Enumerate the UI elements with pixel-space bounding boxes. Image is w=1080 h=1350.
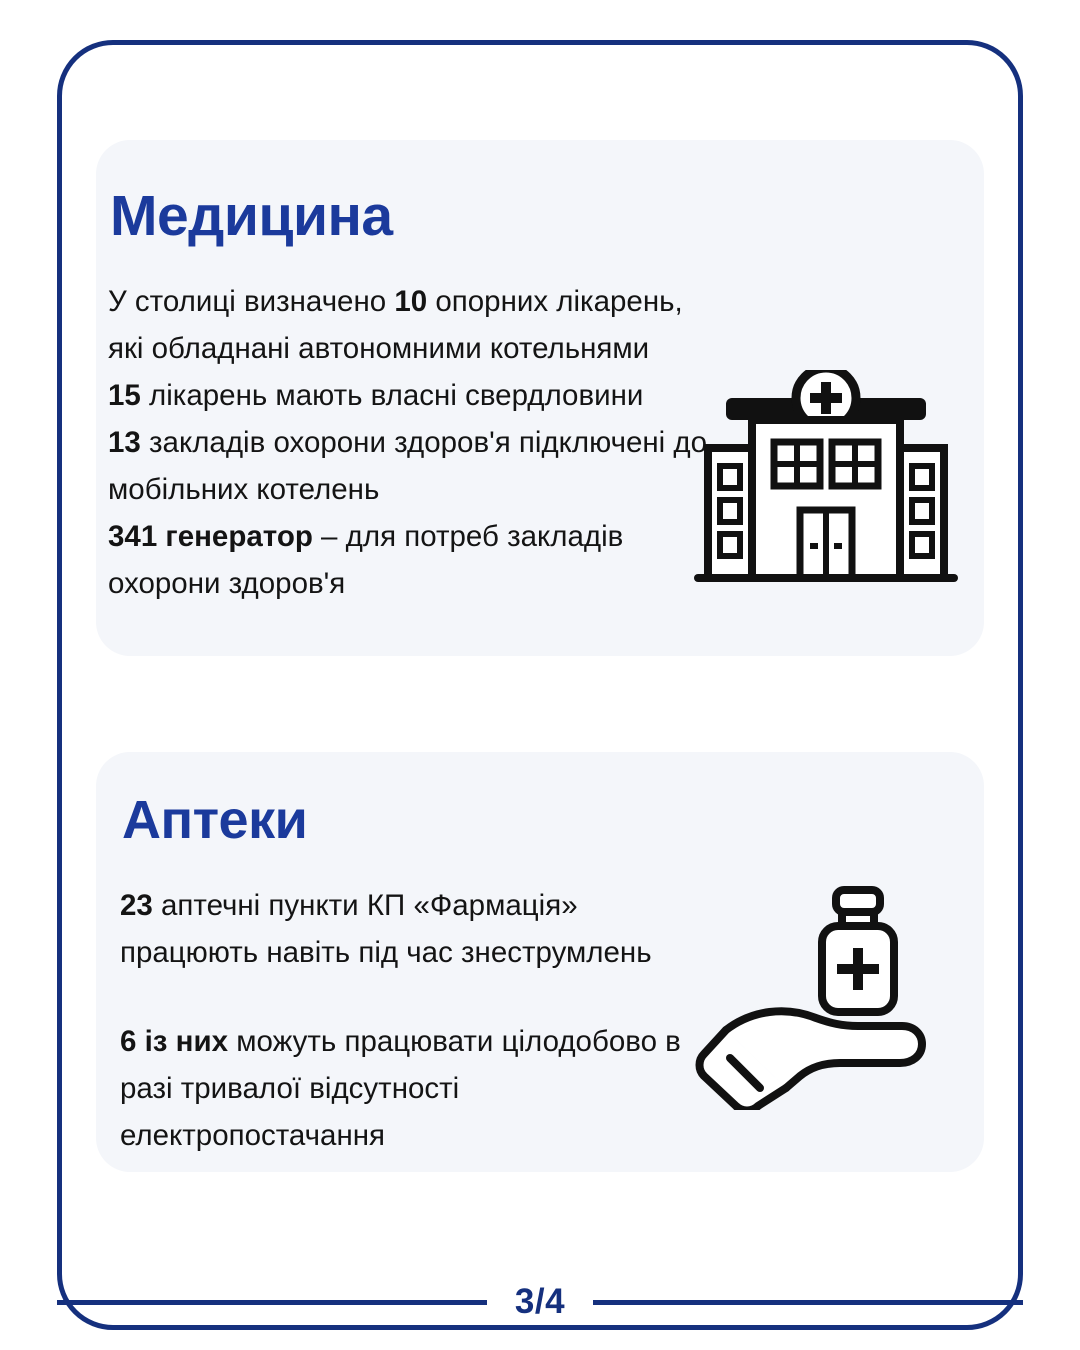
paragraph: У столиці визначено 10 опорних лікарень, які обладнані автономними котельнями 15 лікарень мають власні свердловини 13 закладів охорони здоров'я підключені до мобільних котелень 341 генератор – для потреб закладів охорони здоров'я: [108, 285, 708, 600]
section-body-pharmacies: [120, 882, 720, 1159]
footer-rule-right: [593, 1300, 1023, 1305]
paragraph: 23 аптечні пункти КП «Фармація» працюють навіть під час знеструмлень: [120, 889, 652, 969]
page-indicator: 3/4: [514, 1282, 566, 1321]
footer-rule-left: [57, 1300, 487, 1305]
hospital-icon: [690, 370, 962, 620]
section-title-pharmacies: Аптеки: [122, 790, 308, 850]
section-title-medicine: Медицина: [110, 184, 393, 248]
pharmacy-hand-icon: [690, 880, 962, 1110]
paragraph: 6 із них можуть працювати цілодобово в разі тривалої відсутності електропостачання: [120, 1025, 681, 1152]
section-body-medicine: [108, 278, 708, 607]
footer-pager: [57, 1282, 1023, 1322]
